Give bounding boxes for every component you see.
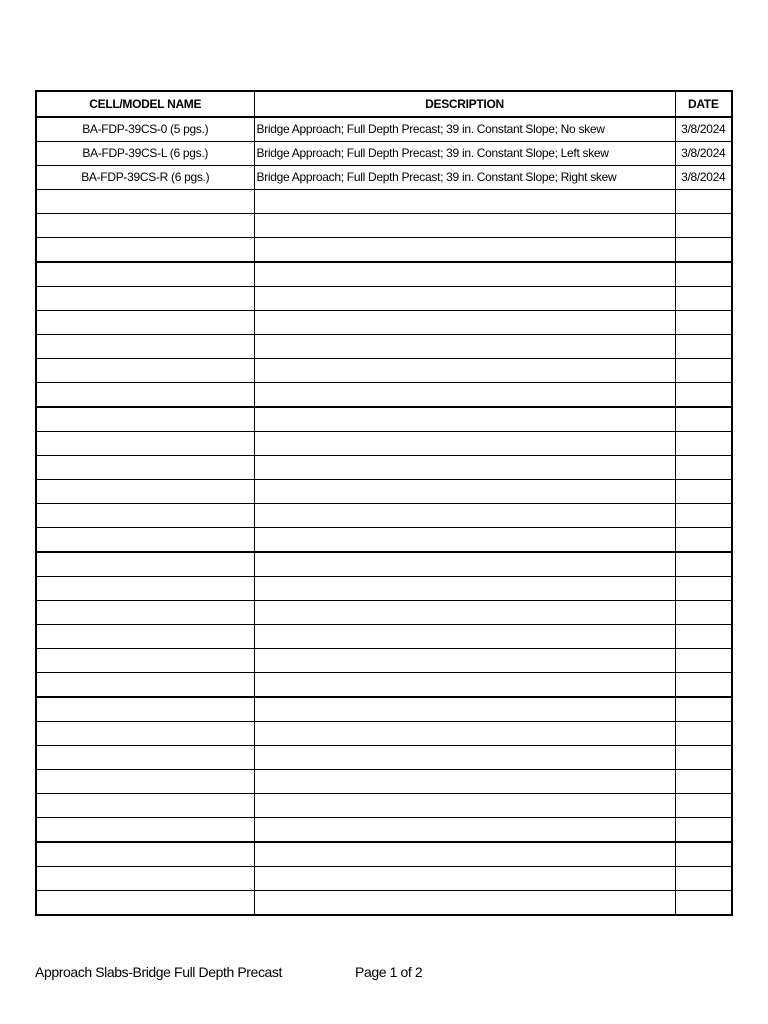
cell-date	[675, 891, 731, 915]
table-row	[37, 335, 731, 359]
cell-date	[675, 673, 731, 698]
footer-title: Approach Slabs-Bridge Full Depth Precast	[35, 964, 283, 980]
cell-model-name	[37, 577, 254, 601]
cell-description	[254, 383, 675, 408]
cell-date	[675, 746, 731, 770]
table-row	[37, 407, 731, 432]
index-table	[37, 92, 731, 914]
cell-description	[254, 842, 675, 867]
cell-date	[675, 262, 731, 287]
cell-date	[675, 625, 731, 649]
cell-date: 3/8/2024	[675, 117, 731, 142]
cell-model-name	[37, 770, 254, 794]
cell-description	[254, 214, 675, 238]
cell-model-name	[37, 722, 254, 746]
cell-date: 3/8/2024	[675, 166, 731, 190]
table-row	[37, 480, 731, 504]
table-row	[37, 383, 731, 408]
table-row	[37, 746, 731, 770]
cell-description	[254, 649, 675, 673]
cell-date	[675, 480, 731, 504]
cell-description	[254, 818, 675, 843]
cell-date	[675, 770, 731, 794]
cell-model-name	[37, 238, 254, 263]
cell-description	[254, 480, 675, 504]
cell-date	[675, 842, 731, 867]
header-cell-model-name: CELL/MODEL NAME	[37, 92, 254, 117]
cell-model-name	[37, 432, 254, 456]
cell-date	[675, 552, 731, 577]
table-row	[37, 142, 731, 166]
cell-model-name	[37, 794, 254, 818]
cell-description	[254, 528, 675, 553]
header-date: DATE	[675, 92, 731, 117]
cell-description	[254, 867, 675, 891]
cell-description	[254, 456, 675, 480]
header-description: DESCRIPTION	[254, 92, 675, 117]
table-row	[37, 238, 731, 263]
cell-description	[254, 407, 675, 432]
cell-description	[254, 746, 675, 770]
table-row	[37, 504, 731, 528]
table-row	[37, 625, 731, 649]
table-row	[37, 818, 731, 843]
cell-model-name	[37, 528, 254, 553]
table-row	[37, 722, 731, 746]
cell-description	[254, 722, 675, 746]
cell-description	[254, 311, 675, 335]
cell-date	[675, 311, 731, 335]
cell-date	[675, 214, 731, 238]
cell-model-name: BA-FDP-39CS-L (6 pgs.)	[37, 142, 254, 166]
cell-model-name	[37, 818, 254, 843]
cell-model-name	[37, 746, 254, 770]
cell-date	[675, 335, 731, 359]
cell-date	[675, 649, 731, 673]
cell-model-name: BA-FDP-39CS-0 (5 pgs.)	[37, 117, 254, 142]
table-row	[37, 649, 731, 673]
table-row	[37, 891, 731, 915]
cell-model-name	[37, 504, 254, 528]
cell-date	[675, 722, 731, 746]
table-row	[37, 601, 731, 625]
cell-model-name	[37, 625, 254, 649]
cell-description	[254, 625, 675, 649]
table-row	[37, 456, 731, 480]
cell-model-name	[37, 190, 254, 214]
index-table-frame	[35, 90, 733, 916]
footer-page-number: Page 1 of 2	[355, 964, 423, 980]
cell-date	[675, 383, 731, 408]
cell-model-name	[37, 673, 254, 698]
table-row	[37, 432, 731, 456]
cell-description	[254, 262, 675, 287]
cell-model-name	[37, 311, 254, 335]
table-row	[37, 770, 731, 794]
cell-model-name	[37, 262, 254, 287]
cell-model-name	[37, 601, 254, 625]
cell-description	[254, 238, 675, 263]
table-row	[37, 117, 731, 142]
table-row	[37, 552, 731, 577]
cell-description	[254, 601, 675, 625]
table-row	[37, 794, 731, 818]
cell-model-name	[37, 214, 254, 238]
cell-model-name	[37, 359, 254, 383]
cell-date	[675, 407, 731, 432]
cell-description	[254, 552, 675, 577]
table-body	[37, 117, 731, 914]
cell-date	[675, 287, 731, 311]
table-row	[37, 287, 731, 311]
cell-date	[675, 359, 731, 383]
cell-model-name	[37, 697, 254, 722]
cell-date	[675, 867, 731, 891]
table-row	[37, 842, 731, 867]
table-row	[37, 166, 731, 190]
cell-date	[675, 577, 731, 601]
cell-date	[675, 504, 731, 528]
cell-description	[254, 335, 675, 359]
table-row	[37, 697, 731, 722]
cell-description: Bridge Approach; Full Depth Precast; 39 in. Constant Slope; Left skew	[254, 142, 675, 166]
cell-model-name	[37, 383, 254, 408]
cell-description	[254, 287, 675, 311]
cell-date	[675, 238, 731, 263]
cell-model-name	[37, 335, 254, 359]
table-row	[37, 214, 731, 238]
table-row	[37, 528, 731, 553]
table-row	[37, 577, 731, 601]
cell-description	[254, 891, 675, 915]
cell-model-name	[37, 867, 254, 891]
cell-date	[675, 794, 731, 818]
cell-model-name	[37, 649, 254, 673]
cell-model-name	[37, 552, 254, 577]
cell-description: Bridge Approach; Full Depth Precast; 39 in. Constant Slope; Right skew	[254, 166, 675, 190]
cell-description	[254, 432, 675, 456]
cell-date	[675, 697, 731, 722]
cell-description	[254, 697, 675, 722]
cell-description	[254, 770, 675, 794]
cell-date	[675, 528, 731, 553]
cell-model-name	[37, 842, 254, 867]
table-row	[37, 673, 731, 698]
cell-date	[675, 456, 731, 480]
table-row	[37, 359, 731, 383]
cell-date: 3/8/2024	[675, 142, 731, 166]
cell-date	[675, 818, 731, 843]
cell-description	[254, 673, 675, 698]
cell-description	[254, 504, 675, 528]
cell-model-name: BA-FDP-39CS-R (6 pgs.)	[37, 166, 254, 190]
table-row	[37, 311, 731, 335]
cell-date	[675, 432, 731, 456]
cell-description	[254, 577, 675, 601]
cell-model-name	[37, 480, 254, 504]
table-row	[37, 190, 731, 214]
cell-model-name	[37, 287, 254, 311]
cell-description: Bridge Approach; Full Depth Precast; 39 in. Constant Slope; No skew	[254, 117, 675, 142]
cell-description	[254, 190, 675, 214]
table-row	[37, 867, 731, 891]
cell-model-name	[37, 891, 254, 915]
cell-date	[675, 601, 731, 625]
header-row	[37, 92, 731, 117]
cell-description	[254, 794, 675, 818]
cell-date	[675, 190, 731, 214]
cell-model-name	[37, 456, 254, 480]
cell-model-name	[37, 407, 254, 432]
table-row	[37, 262, 731, 287]
cell-description	[254, 359, 675, 383]
